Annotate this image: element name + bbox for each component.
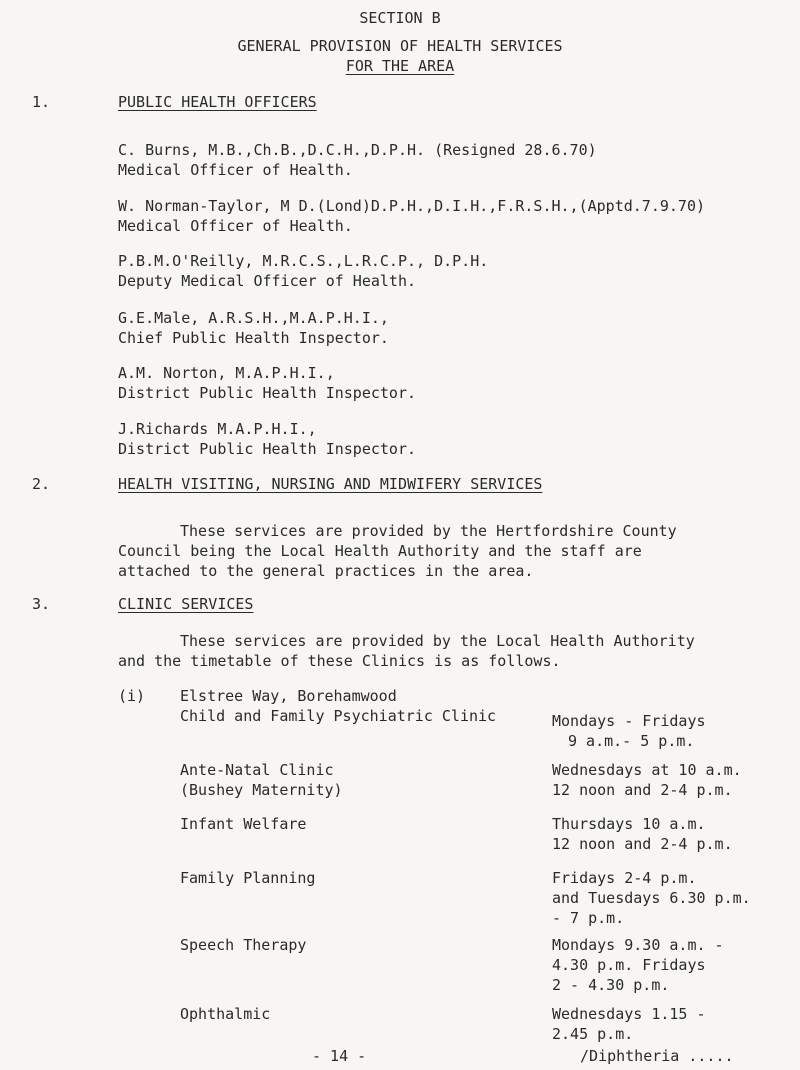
list-marker: (i) xyxy=(118,687,146,705)
officer-name: J.Richards M.A.P.H.I., xyxy=(118,420,317,438)
paragraph-line: and the timetable of these Clinics is as follows. xyxy=(118,652,561,670)
officer-entry xyxy=(118,196,705,236)
clinic-time: 9 a.m.- 5 p.m. xyxy=(568,732,695,750)
paragraph-line: These services are provided by the Hertfordshire County xyxy=(180,522,677,540)
clinic-name: Family Planning xyxy=(180,869,316,887)
clinic-time: Wednesdays at 10 a.m. xyxy=(552,761,742,779)
section-number-3: 3. xyxy=(32,595,51,613)
clinic-name: Speech Therapy xyxy=(180,936,307,954)
paragraph-line: attached to the general practices in the area. xyxy=(118,562,534,580)
continuation-catchword: /Diphtheria ..... xyxy=(580,1047,734,1065)
officer-entry xyxy=(118,251,488,291)
clinic-time: and Tuesdays 6.30 p.m. xyxy=(552,889,751,907)
clinic-name: Ante-Natal Clinic xyxy=(180,761,334,779)
officer-name: P.B.M.O'Reilly, M.R.C.S.,L.R.C.P., D.P.H. xyxy=(118,252,489,270)
officer-name: A.M. Norton, M.A.P.H.I., xyxy=(118,364,335,382)
officer-entry xyxy=(118,419,416,459)
clinic-time: 4.30 p.m. Fridays xyxy=(552,956,706,974)
section-number-2: 2. xyxy=(32,475,51,493)
clinic-time: 12 noon and 2-4 p.m. xyxy=(552,781,733,799)
page-number: - 14 - xyxy=(312,1047,367,1065)
clinic-time: - 7 p.m. xyxy=(552,909,625,927)
clinic-time: Mondays - Fridays xyxy=(552,712,706,730)
section-heading-clinic-services: CLINIC SERVICES xyxy=(118,595,254,613)
officer-entry xyxy=(118,308,389,348)
section-heading-public-health-officers: PUBLIC HEALTH OFFICERS xyxy=(118,93,317,111)
clinic-name: Child and Family Psychiatric Clinic xyxy=(180,707,497,725)
paragraph-line: These services are provided by the Local Health Authority xyxy=(180,632,695,650)
clinic-location: Elstree Way, Borehamwood xyxy=(180,687,397,705)
officer-name: W. Norman-Taylor, M D.(Lond)D.P.H.,D.I.H.,F.R.S.H.,(Apptd.7.9.70) xyxy=(118,197,705,215)
section-number-1: 1. xyxy=(32,93,51,111)
clinic-time: 12 noon and 2-4 p.m. xyxy=(552,835,733,853)
clinic-time: Mondays 9.30 a.m. - xyxy=(552,936,724,954)
clinic-name: Ophthalmic xyxy=(180,1005,271,1023)
section-heading-health-visiting: HEALTH VISITING, NURSING AND MIDWIFERY SERVICES xyxy=(118,475,543,493)
clinic-name: Infant Welfare xyxy=(180,815,307,833)
clinic-name: (Bushey Maternity) xyxy=(180,781,343,799)
officer-entry xyxy=(118,140,597,180)
clinic-time: Wednesdays 1.15 - xyxy=(552,1005,706,1023)
document-title-line1: GENERAL PROVISION OF HEALTH SERVICES xyxy=(237,37,563,55)
officer-name: G.E.Male, A.R.S.H.,M.A.P.H.I., xyxy=(118,309,389,327)
document-title-line2: FOR THE AREA xyxy=(345,57,455,75)
clinic-time: 2.45 p.m. xyxy=(552,1025,634,1043)
officer-title: Medical Officer of Health. xyxy=(118,161,353,179)
officer-entry xyxy=(118,363,416,403)
officer-title: Deputy Medical Officer of Health. xyxy=(118,272,417,290)
officer-title: Medical Officer of Health. xyxy=(118,217,353,235)
clinic-time: Fridays 2-4 p.m. xyxy=(552,869,697,887)
officer-title: District Public Health Inspector. xyxy=(118,384,417,402)
section-label: SECTION B xyxy=(359,9,441,27)
officer-title: Chief Public Health Inspector. xyxy=(118,329,389,347)
officer-title: District Public Health Inspector. xyxy=(118,440,417,458)
clinic-time: 2 - 4.30 p.m. xyxy=(552,976,670,994)
clinic-time: Thursdays 10 a.m. xyxy=(552,815,706,833)
officer-name: C. Burns, M.B.,Ch.B.,D.C.H.,D.P.H. (Resigned 28.6.70) xyxy=(118,141,597,159)
paragraph-line: Council being the Local Health Authority and the staff are xyxy=(118,542,642,560)
